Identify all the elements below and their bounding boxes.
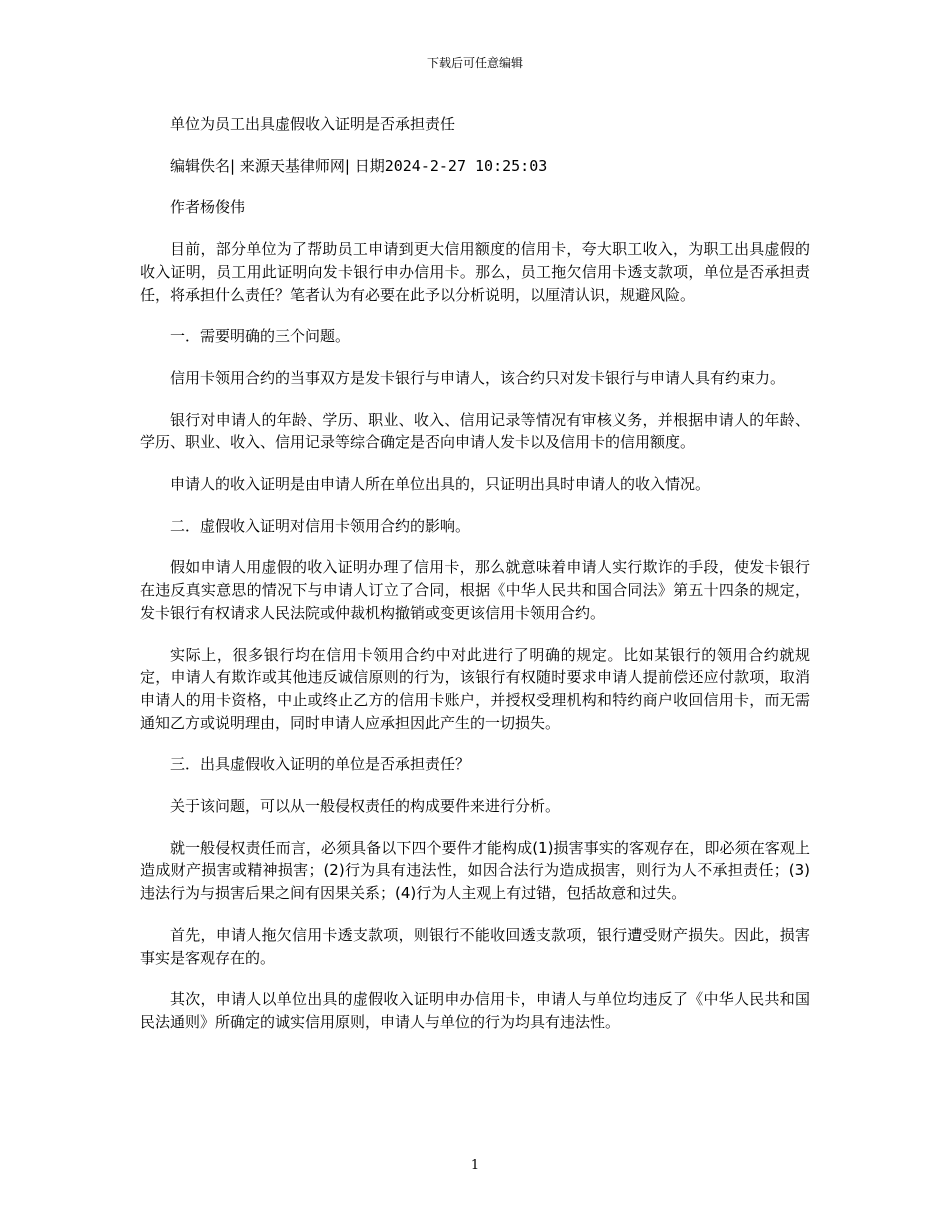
- paragraph: 关于该问题，可以从一般侵权责任的构成要件来进行分析。: [170, 797, 561, 816]
- paragraph: 其次，申请人以单位出具的虚假收入证明申办信用卡，申请人与单位均违反了《中华人民共和国民法通则》所确定的诚实信用原则，申请人与单位的行为均具有违法性。: [140, 990, 810, 1031]
- article-meta: [140, 155, 810, 178]
- section-heading-3: 三．出具虚假收入证明的单位是否承担责任？: [170, 755, 471, 774]
- meta-source: 来源天基律师网|: [239, 156, 350, 175]
- document-body: [140, 113, 810, 1053]
- paragraph: 申请人的收入证明是由申请人所在单位出具的，只证明出具时申请人的收入情况。: [170, 475, 711, 494]
- paragraph: 银行对申请人的年龄、学历、职业、收入、信用记录等情况有审核义务，并根据申请人的年龄、学历、职业、收入、信用记录等综合确定是否向申请人发卡以及信用卡的信用额度。: [140, 410, 810, 452]
- paragraph: 信用卡领用合约的当事双方是发卡银行与申请人，该合约只对发卡银行与申请人具有约束力。: [170, 368, 786, 387]
- article-author: 作者杨俊伟: [170, 198, 246, 217]
- paragraph-intro: 目前，部分单位为了帮助员工申请到更大信用额度的信用卡，夸大职工收入，为职工出具虚假的收入证明，员工用此证明向发卡银行申办信用卡。那么，员工拖欠信用卡透支款项，单位是否承担责任，将承担什么责任？笔者认为有必要在此予以分析说明，以厘清认识，规避风险。: [140, 240, 810, 304]
- section-heading-2: 二．虚假收入证明对信用卡领用合约的影响。: [170, 516, 471, 535]
- meta-date-value: 2024-2-27 10:25:03: [384, 156, 548, 175]
- paragraph: 假如申请人用虚假的收入证明办理了信用卡，那么就意味着申请人实行欺诈的手段，使发卡银行在违反真实意思的情况下与申请人订立了合同，根据《中华人民共和国合同法》第五十四条的规定，发卡银行有权请求人民法院或仲裁机构撤销或变更该信用卡领用合约。: [140, 558, 810, 622]
- paragraph: 首先，申请人拖欠信用卡透支款项，则银行不能收回透支款项，银行遭受财产损失。因此，损害事实是客观存在的。: [140, 925, 810, 967]
- paragraph: 实际上，很多银行均在信用卡领用合约中对此进行了明确的规定。比如某银行的领用合约就规定，申请人有欺诈或其他违反诚信原则的行为，该银行有权随时要求申请人提前偿还应付款项，取消申请人的用卡资格，中止或终止乙方的信用卡账户，并授权受理机构和特约商户收回信用卡，而无需通知乙方或说明理由，同时申请人应承担因此产生的一切损失。: [140, 645, 810, 732]
- article-title: 单位为员工出具虚假收入证明是否承担责任: [170, 115, 456, 133]
- paragraph: 就一般侵权责任而言，必须具备以下四个要件才能构成(1)损害事实的客观存在，即必须在客观上造成财产损害或精神损害；(2)行为具有违法性，如因合法行为造成损害，则行为人不承担责任；(3)违法行为与损害后果之间有因果关系；(4)行为人主观上有过错，包括故意和过失。: [140, 838, 810, 903]
- section-heading-1: 一．需要明确的三个问题。: [170, 327, 351, 346]
- meta-editor: 编辑佚名|: [170, 156, 236, 175]
- meta-date-label: 日期: [354, 156, 385, 175]
- page-header: 下载后可任意编辑: [426, 56, 523, 70]
- page-number: 1: [470, 1158, 480, 1173]
